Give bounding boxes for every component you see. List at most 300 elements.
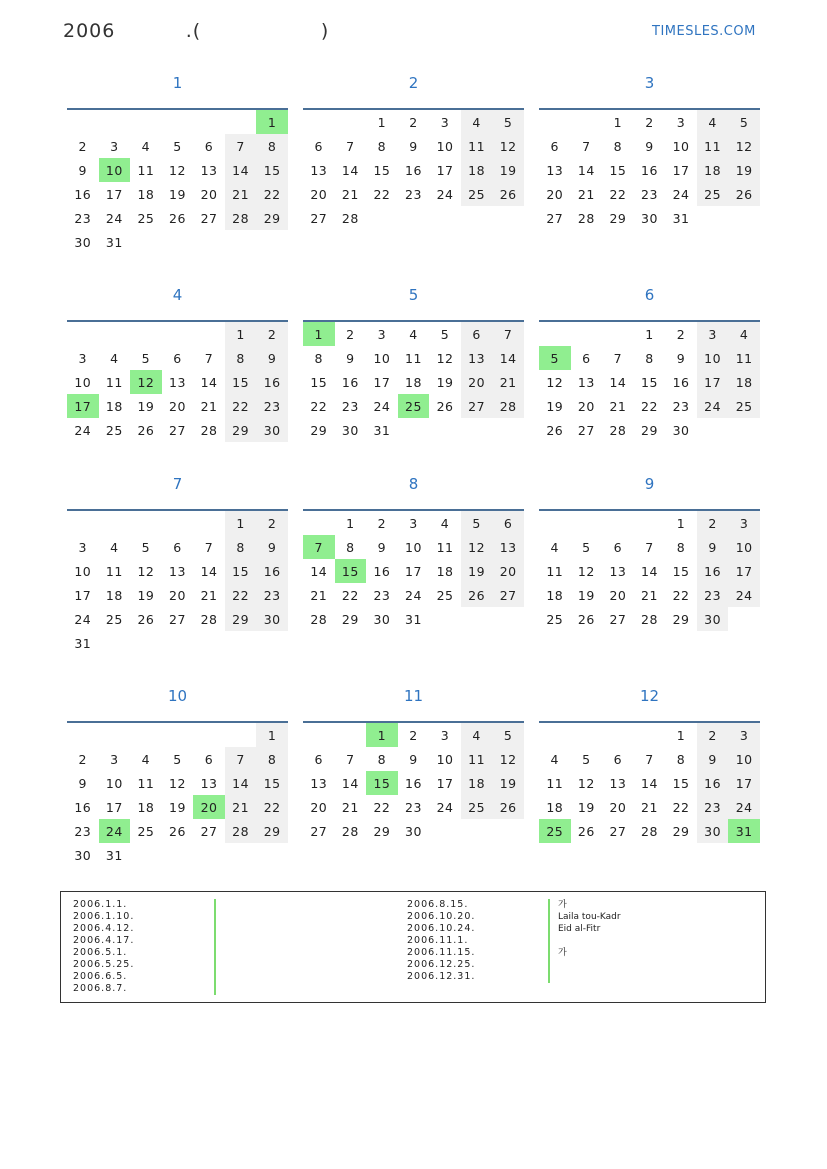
day-cell: 2 (697, 511, 729, 535)
day-cell: 15 (225, 370, 257, 394)
day-cell: 4 (697, 110, 729, 134)
month-9 (539, 475, 760, 631)
month-name: 1 (172, 74, 183, 92)
day-cell: 9 (697, 535, 729, 559)
day-cell: 4 (550, 751, 559, 767)
empty-day-cell (335, 110, 367, 134)
day-cell: 25 (728, 394, 760, 418)
day-cell: 26 (169, 823, 186, 839)
day-cell: 3 (110, 138, 119, 154)
day-cell: 4 (110, 350, 119, 366)
day-cell: 27 (609, 823, 627, 839)
empty-day-cell (193, 322, 225, 346)
day-cell: 13 (169, 374, 186, 390)
holiday-date: 2006.4.17. (73, 935, 135, 946)
holiday-date: 2006.11.15. (407, 947, 476, 958)
empty-day-cell (335, 723, 367, 747)
day-cell: 13 (169, 563, 186, 579)
day-cell: 20 (492, 559, 524, 583)
month-name: 4 (172, 286, 183, 304)
day-cell: 5 (461, 511, 493, 535)
day-cell: 10 (436, 751, 454, 767)
empty-day-cell (67, 723, 99, 747)
day-cell: 2 (346, 326, 355, 342)
holiday-name: Eid al-Fitr (558, 924, 601, 934)
day-cell: 14 (492, 346, 524, 370)
day-cell: 1 (346, 515, 355, 531)
day-cell: 3 (440, 114, 450, 130)
empty-day-cell (303, 110, 335, 134)
day-cell: 16 (672, 374, 690, 390)
day-cell: 6 (204, 751, 214, 767)
day-cell: 4 (110, 539, 119, 555)
holiday-day-cell: 12 (130, 370, 162, 394)
day-cell: 26 (577, 823, 595, 839)
day-cell: 17 (105, 799, 123, 815)
day-cell: 18 (436, 563, 454, 579)
brand-link[interactable]: TIMESLES.COM (652, 24, 756, 39)
day-cell: 3 (78, 350, 87, 366)
empty-day-cell (193, 110, 225, 134)
day-cell: 6 (550, 138, 559, 154)
empty-day-cell (539, 110, 571, 134)
day-cell: 26 (492, 795, 524, 819)
day-cell: 21 (310, 587, 328, 603)
day-cell: 15 (672, 775, 690, 791)
day-cell: 14 (341, 775, 359, 791)
month-7 (67, 475, 288, 655)
day-cell: 20 (310, 799, 328, 815)
holiday-day-cell: 1 (366, 723, 398, 747)
day-cell: 5 (582, 751, 591, 767)
day-cell: 19 (137, 398, 155, 414)
day-cell: 11 (137, 775, 155, 791)
day-cell: 2 (645, 114, 654, 130)
day-cell: 12 (169, 775, 186, 791)
day-cell: 11 (405, 350, 422, 366)
month-1 (67, 74, 288, 254)
holiday-name (216, 971, 224, 983)
day-cell: 17 (436, 162, 454, 178)
day-cell: 24 (74, 611, 92, 627)
month-2 (303, 74, 524, 230)
day-cell: 9 (697, 747, 729, 771)
day-cell: 22 (373, 186, 391, 202)
day-cell: 20 (609, 587, 627, 603)
day-cell: 21 (577, 186, 595, 202)
day-cell: 5 (173, 138, 182, 154)
day-cell: 30 (74, 847, 92, 863)
holiday-day-cell: 5 (539, 346, 571, 370)
holiday-name (550, 971, 558, 983)
empty-day-cell (539, 322, 571, 346)
empty-day-cell (193, 511, 225, 535)
day-cell: 28 (609, 422, 627, 438)
holiday-date: 2006.5.25. (73, 959, 135, 970)
day-cell: 25 (105, 611, 123, 627)
holiday-notes-right-column (407, 899, 621, 983)
day-cell: 16 (641, 162, 658, 178)
holiday-day-cell: 20 (193, 795, 225, 819)
day-cell: 30 (256, 418, 288, 442)
month-days-grid (303, 723, 524, 843)
day-cell: 26 (728, 182, 760, 206)
empty-day-cell (130, 723, 162, 747)
day-cell: 22 (609, 186, 627, 202)
day-cell: 19 (577, 799, 595, 815)
day-cell: 10 (697, 346, 729, 370)
day-cell: 31 (105, 234, 123, 250)
day-cell: 22 (672, 799, 690, 815)
holiday-notes-box (60, 891, 766, 1003)
day-cell: 21 (200, 398, 218, 414)
holiday-name (216, 947, 224, 959)
day-cell: 5 (173, 751, 182, 767)
day-cell: 5 (492, 110, 524, 134)
day-cell: 10 (405, 539, 422, 555)
month-days-grid (539, 110, 760, 230)
day-cell: 10 (436, 138, 454, 154)
day-cell: 6 (314, 751, 323, 767)
day-cell: 27 (461, 394, 493, 418)
day-cell: 9 (346, 350, 355, 366)
day-cell: 11 (461, 134, 493, 158)
holiday-note-row (73, 959, 224, 971)
month-name: 8 (408, 475, 419, 493)
day-cell: 19 (492, 158, 524, 182)
day-cell: 30 (697, 607, 729, 631)
day-cell: 18 (105, 587, 123, 603)
day-cell: 11 (697, 134, 729, 158)
holiday-date: 2006.10.24. (407, 923, 476, 934)
day-cell: 1 (256, 723, 288, 747)
holiday-day-cell: 1 (303, 322, 335, 346)
empty-day-cell (539, 723, 571, 747)
day-cell: 12 (461, 535, 493, 559)
day-cell: 3 (377, 326, 387, 342)
day-cell: 7 (346, 751, 355, 767)
holiday-name (550, 959, 558, 971)
day-cell: 8 (256, 747, 288, 771)
day-cell: 13 (200, 162, 218, 178)
day-cell: 31 (105, 847, 123, 863)
day-cell: 28 (641, 611, 658, 627)
empty-day-cell (602, 322, 634, 346)
day-cell: 18 (137, 799, 155, 815)
empty-day-cell (130, 511, 162, 535)
day-cell: 23 (641, 186, 658, 202)
day-cell: 12 (436, 350, 454, 366)
holiday-day-cell: 7 (303, 535, 335, 559)
holiday-name (216, 911, 224, 923)
day-cell: 23 (74, 210, 92, 226)
day-cell: 14 (225, 158, 257, 182)
day-cell: 14 (641, 775, 658, 791)
day-cell: 15 (256, 158, 288, 182)
holiday-day-cell: 24 (99, 819, 131, 843)
day-cell: 30 (641, 210, 658, 226)
day-cell: 1 (676, 515, 686, 531)
day-cell: 18 (697, 158, 729, 182)
day-cell: 10 (728, 535, 760, 559)
month-days-grid (539, 322, 760, 442)
day-cell: 30 (74, 234, 92, 250)
day-cell: 7 (225, 747, 257, 771)
day-cell: 29 (341, 611, 359, 627)
day-cell: 29 (373, 823, 391, 839)
day-cell: 9 (78, 162, 87, 178)
day-cell: 17 (436, 775, 454, 791)
day-cell: 26 (169, 210, 186, 226)
empty-day-cell (99, 511, 131, 535)
empty-day-cell (225, 110, 257, 134)
day-cell: 6 (613, 751, 623, 767)
day-cell: 25 (137, 823, 155, 839)
day-cell: 4 (409, 326, 418, 342)
day-cell: 26 (436, 398, 454, 414)
holiday-date: 2006.1.10. (73, 911, 135, 922)
day-cell: 9 (645, 138, 654, 154)
day-cell: 15 (672, 563, 690, 579)
day-cell: 10 (74, 563, 92, 579)
day-cell: 21 (225, 182, 257, 206)
day-cell: 20 (310, 186, 328, 202)
day-cell: 18 (546, 587, 564, 603)
empty-day-cell (634, 511, 666, 535)
holiday-name (216, 923, 224, 935)
day-cell: 18 (461, 158, 493, 182)
month-days-grid (67, 322, 288, 442)
day-cell: 14 (609, 374, 627, 390)
day-cell: 3 (440, 727, 450, 743)
day-cell: 17 (672, 162, 690, 178)
day-cell: 14 (225, 771, 257, 795)
day-cell: 8 (613, 138, 623, 154)
day-cell: 13 (609, 775, 627, 791)
day-cell: 14 (577, 162, 595, 178)
day-cell: 14 (200, 563, 218, 579)
day-cell: 2 (256, 322, 288, 346)
month-name: 10 (167, 687, 188, 705)
day-cell: 6 (613, 539, 623, 555)
day-cell: 14 (310, 563, 328, 579)
day-cell: 16 (256, 559, 288, 583)
day-cell: 31 (74, 635, 92, 651)
empty-day-cell (634, 723, 666, 747)
day-cell: 5 (141, 350, 151, 366)
day-cell: 17 (373, 374, 391, 390)
day-cell: 24 (436, 799, 454, 815)
empty-day-cell (67, 110, 99, 134)
day-cell: 12 (728, 134, 760, 158)
month-name: 6 (644, 286, 655, 304)
day-cell: 15 (225, 559, 257, 583)
day-cell: 29 (256, 819, 288, 843)
day-cell: 25 (461, 795, 493, 819)
empty-day-cell (99, 322, 131, 346)
day-cell: 8 (225, 346, 257, 370)
day-cell: 17 (405, 563, 422, 579)
day-cell: 27 (546, 210, 564, 226)
day-cell: 22 (310, 398, 328, 414)
holiday-day-cell: 25 (539, 819, 571, 843)
holiday-notes-left-column (73, 899, 224, 995)
month-name: 12 (639, 687, 660, 705)
day-cell: 11 (728, 346, 760, 370)
day-cell: 29 (256, 206, 288, 230)
day-cell: 11 (105, 563, 123, 579)
day-cell: 4 (141, 138, 151, 154)
day-cell: 24 (74, 422, 92, 438)
empty-day-cell (162, 511, 194, 535)
day-cell: 2 (409, 114, 418, 130)
day-cell: 9 (78, 775, 87, 791)
day-cell: 7 (204, 539, 214, 555)
day-cell: 1 (613, 114, 623, 130)
day-cell: 4 (440, 515, 450, 531)
month-12 (539, 687, 760, 843)
empty-day-cell (539, 511, 571, 535)
day-cell: 20 (200, 186, 218, 202)
month-8 (303, 475, 524, 631)
day-cell: 25 (105, 422, 123, 438)
day-cell: 24 (672, 186, 690, 202)
month-days-grid (67, 723, 288, 867)
day-cell: 8 (645, 350, 654, 366)
day-cell: 27 (310, 823, 328, 839)
day-cell: 26 (461, 583, 493, 607)
day-cell: 1 (676, 727, 686, 743)
day-cell: 21 (492, 370, 524, 394)
day-cell: 16 (697, 559, 729, 583)
day-cell: 19 (461, 559, 493, 583)
day-cell: 19 (169, 186, 186, 202)
day-cell: 15 (641, 374, 658, 390)
day-cell: 10 (672, 138, 690, 154)
empty-day-cell (571, 322, 603, 346)
day-cell: 3 (110, 751, 119, 767)
day-cell: 27 (609, 611, 627, 627)
month-11 (303, 687, 524, 843)
day-cell: 9 (256, 346, 288, 370)
day-cell: 25 (436, 587, 454, 603)
month-5 (303, 286, 524, 442)
day-cell: 7 (204, 350, 214, 366)
day-cell: 2 (676, 326, 686, 342)
day-cell: 11 (436, 539, 454, 555)
month-days-grid (303, 511, 524, 631)
day-cell: 20 (461, 370, 493, 394)
day-cell: 29 (225, 607, 257, 631)
day-cell: 27 (577, 422, 595, 438)
day-cell: 22 (641, 398, 658, 414)
day-cell: 27 (169, 611, 186, 627)
day-cell: 16 (341, 374, 359, 390)
day-cell: 24 (728, 583, 760, 607)
day-cell: 8 (377, 138, 387, 154)
holiday-date: 2006.1.1. (73, 899, 128, 910)
day-cell: 13 (577, 374, 595, 390)
day-cell: 9 (676, 350, 686, 366)
holiday-day-cell: 17 (67, 394, 99, 418)
day-cell: 28 (200, 611, 218, 627)
day-cell: 25 (137, 210, 155, 226)
empty-day-cell (303, 723, 335, 747)
day-cell: 3 (728, 511, 760, 535)
day-cell: 8 (676, 751, 686, 767)
day-cell: 30 (256, 607, 288, 631)
day-cell: 3 (676, 114, 686, 130)
day-cell: 16 (405, 162, 422, 178)
day-cell: 6 (582, 350, 591, 366)
day-cell: 17 (728, 559, 760, 583)
day-cell: 27 (200, 210, 218, 226)
day-cell: 4 (461, 723, 493, 747)
day-cell: 16 (373, 563, 391, 579)
day-cell: 8 (377, 751, 387, 767)
day-cell: 20 (577, 398, 595, 414)
empty-day-cell (67, 322, 99, 346)
day-cell: 5 (492, 723, 524, 747)
day-cell: 28 (341, 823, 359, 839)
day-cell: 1 (225, 511, 257, 535)
day-cell: 31 (405, 611, 422, 627)
day-cell: 16 (405, 775, 422, 791)
day-cell: 5 (141, 539, 151, 555)
holiday-date: 2006.8.15. (407, 899, 469, 910)
holiday-note-row (407, 959, 621, 971)
day-cell: 29 (641, 422, 658, 438)
day-cell: 24 (697, 394, 729, 418)
day-cell: 12 (492, 747, 524, 771)
day-cell: 4 (728, 322, 760, 346)
day-cell: 21 (641, 799, 658, 815)
day-cell: 29 (672, 823, 690, 839)
day-cell: 23 (405, 799, 422, 815)
day-cell: 29 (225, 418, 257, 442)
day-cell: 26 (546, 422, 564, 438)
day-cell: 19 (492, 771, 524, 795)
holiday-note-row (73, 971, 224, 983)
day-cell: 31 (373, 422, 391, 438)
holiday-name: 가 (558, 948, 567, 958)
day-cell: 20 (546, 186, 564, 202)
day-cell: 8 (225, 535, 257, 559)
empty-day-cell (162, 723, 194, 747)
month-name: 11 (403, 687, 424, 705)
day-cell: 11 (137, 162, 155, 178)
day-cell: 18 (137, 186, 155, 202)
day-cell: 8 (314, 350, 323, 366)
day-cell: 12 (577, 775, 595, 791)
day-cell: 7 (225, 134, 257, 158)
holiday-note-row (73, 983, 224, 995)
day-cell: 10 (373, 350, 391, 366)
day-cell: 8 (676, 539, 686, 555)
day-cell: 30 (405, 823, 422, 839)
day-cell: 3 (728, 723, 760, 747)
day-cell: 18 (728, 370, 760, 394)
day-cell: 24 (405, 587, 422, 603)
day-cell: 15 (256, 771, 288, 795)
day-cell: 19 (169, 799, 186, 815)
month-days-grid (67, 110, 288, 254)
day-cell: 23 (74, 823, 92, 839)
month-name: 3 (644, 74, 655, 92)
day-cell: 7 (582, 138, 591, 154)
day-cell: 2 (78, 751, 87, 767)
day-cell: 9 (409, 751, 418, 767)
